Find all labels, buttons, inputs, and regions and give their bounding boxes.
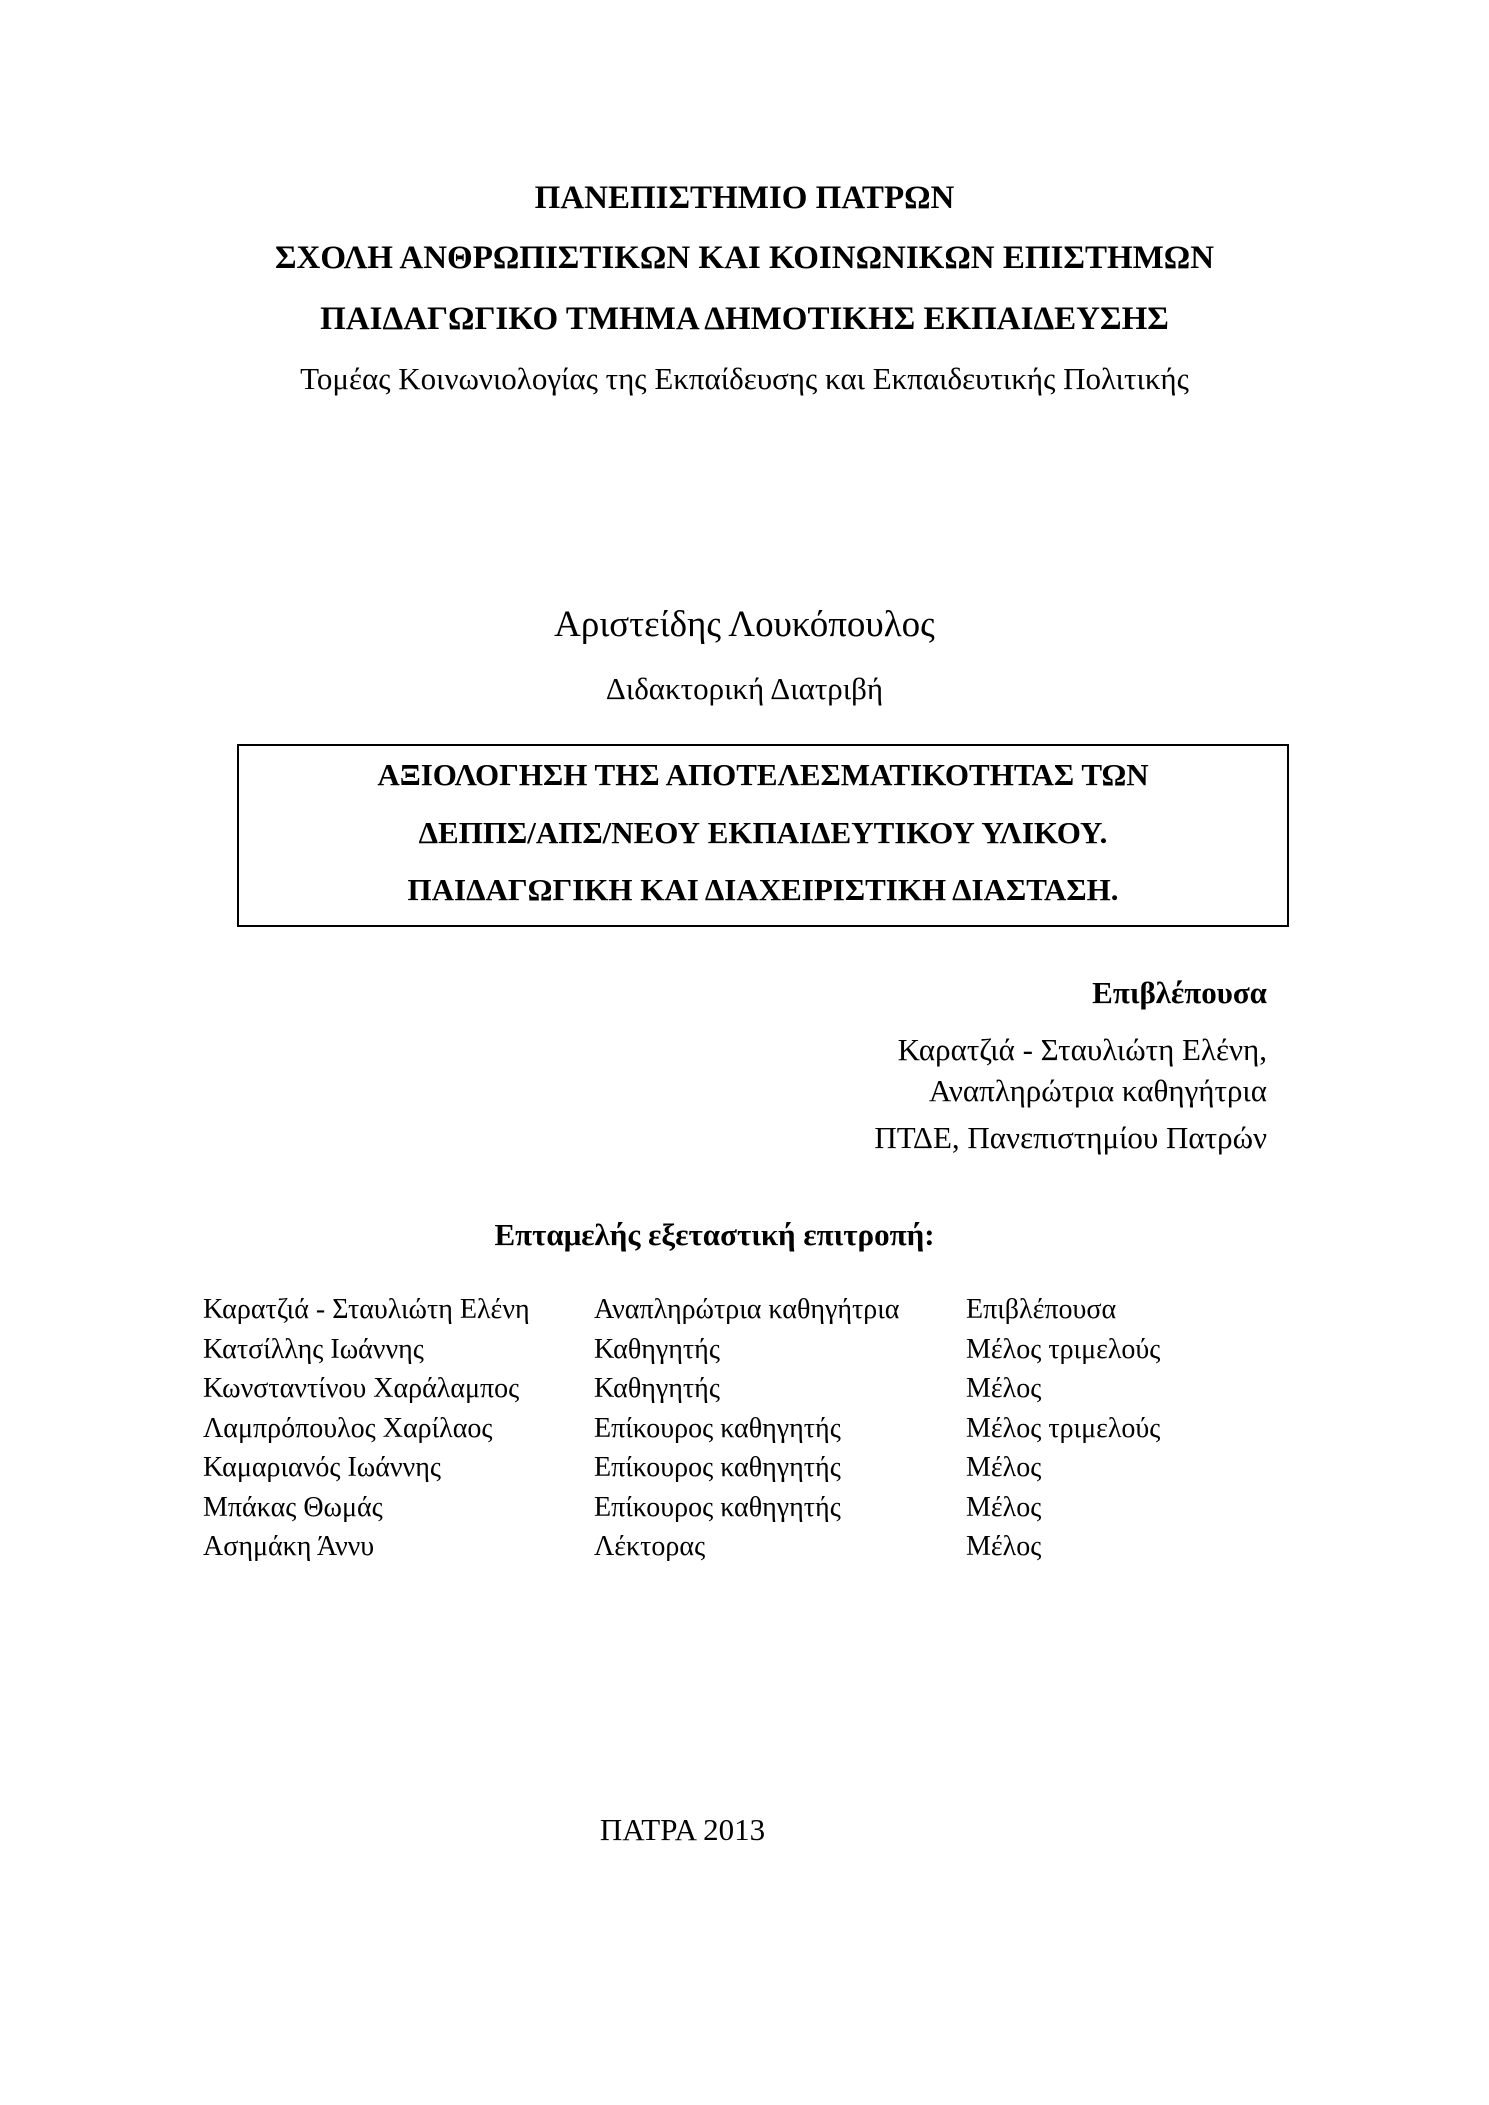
member-title: Αναπληρώτρια καθηγήτρια: [594, 1294, 900, 1325]
member-name: Ασημάκη Άννυ: [203, 1531, 375, 1562]
member-name: Καρατζιά - Σταυλιώτη Ελένη: [203, 1294, 530, 1325]
member-title: Επίκουρος καθηγητής: [594, 1452, 841, 1483]
member-name: Λαμπρόπουλος Χαρίλαος: [203, 1412, 493, 1444]
member-title: Λέκτορας: [594, 1531, 706, 1562]
supervisor-position: Αναπληρώτρια καθηγήτρια: [928, 1073, 1267, 1108]
school-name: ΣΧΟΛΗ ΑΝΘΡΩΠΙΣΤΙΚΩΝ ΚΑΙ ΚΟΙΝΩΝΙΚΩΝ ΕΠΙΣΤΗΜΩΝ: [274, 240, 1215, 276]
place-year: ΠΑΤΡΑ 2013: [599, 1812, 766, 1847]
member-title: Επίκουρος καθηγητής: [594, 1412, 841, 1444]
committee-row: [203, 1527, 1196, 1567]
committee-table: [203, 1290, 1196, 1567]
member-role: Μέλος: [966, 1452, 1042, 1483]
supervisor-heading: Επιβλέπουσα: [1092, 975, 1267, 1010]
supervisor-affiliation: ΠΤΔΕ, Πανεπιστημίου Πατρών: [874, 1120, 1267, 1155]
supervisor-name: Καρατζιά - Σταυλιώτη Ελένη,: [897, 1032, 1267, 1067]
member-role: Μέλος τριμελούς: [966, 1412, 1161, 1444]
thesis-title-line-2: ΔΕΠΠΣ/ΑΠΣ/ΝΕΟΥ ΕΚΠΑΙΔΕΥΤΙΚΟΥ ΥΛΙΚΟΥ.: [418, 815, 1108, 850]
committee-row: [203, 1330, 1196, 1370]
university-name: ΠΑΝΕΠΙΣΤΗΜΙΟ ΠΑΤΡΩΝ: [534, 180, 955, 216]
member-title: Καθηγητής: [594, 1333, 720, 1365]
member-title: Επίκουρος καθηγητής: [594, 1491, 841, 1523]
member-role: Μέλος: [966, 1491, 1042, 1523]
committee-row: [203, 1369, 1196, 1409]
thesis-title-line-1: ΑΞΙΟΛΟΓΗΣΗ ΤΗΣ ΑΠΟΤΕΛΕΣΜΑΤΙΚΟΤΗΤΑΣ ΤΩΝ: [377, 757, 1149, 792]
thesis-title-line-3: ΠΑΙΔΑΓΩΓΙΚΗ ΚΑΙ ΔΙΑΧΕΙΡΙΣΤΙΚΗ ΔΙΑΣΤΑΣΗ.: [407, 872, 1119, 907]
member-title: Καθηγητής: [594, 1373, 720, 1404]
document-type: Διδακτορική Διατριβή: [605, 671, 884, 706]
department-name: ΠΑΙΔΑΓΩΓΙΚΟ ΤΜΗΜΑ ΔΗΜΟΤΙΚΗΣ ΕΚΠΑΙΔΕΥΣΗΣ: [320, 301, 1169, 337]
committee-row: [203, 1488, 1196, 1528]
thesis-title-box: [237, 744, 1289, 927]
member-role: Επιβλέπουσα: [966, 1294, 1117, 1325]
member-role: Μέλος: [966, 1373, 1042, 1404]
committee-row: [203, 1290, 1196, 1330]
member-role: Μέλος: [966, 1531, 1042, 1562]
member-name: Κατσίλλης Ιωάννης: [203, 1333, 424, 1365]
author-name: Αριστείδης Λουκόπουλος: [554, 604, 935, 645]
committee-heading: Επταμελής εξεταστική επιτροπή:: [494, 1217, 935, 1252]
sector-name: Τομέας Κοινωνιολογίας της Εκπαίδευσης και Εκπαιδευτικής Πολιτικής: [300, 361, 1189, 396]
member-name: Κωνσταντίνου Χαράλαμπος: [203, 1373, 520, 1404]
member-name: Καμαριανός Ιωάννης: [203, 1452, 441, 1483]
committee-row: [203, 1448, 1196, 1488]
member-role: Μέλος τριμελούς: [966, 1333, 1161, 1365]
member-name: Μπάκας Θωμάς: [203, 1491, 383, 1523]
committee-row: [203, 1409, 1196, 1449]
